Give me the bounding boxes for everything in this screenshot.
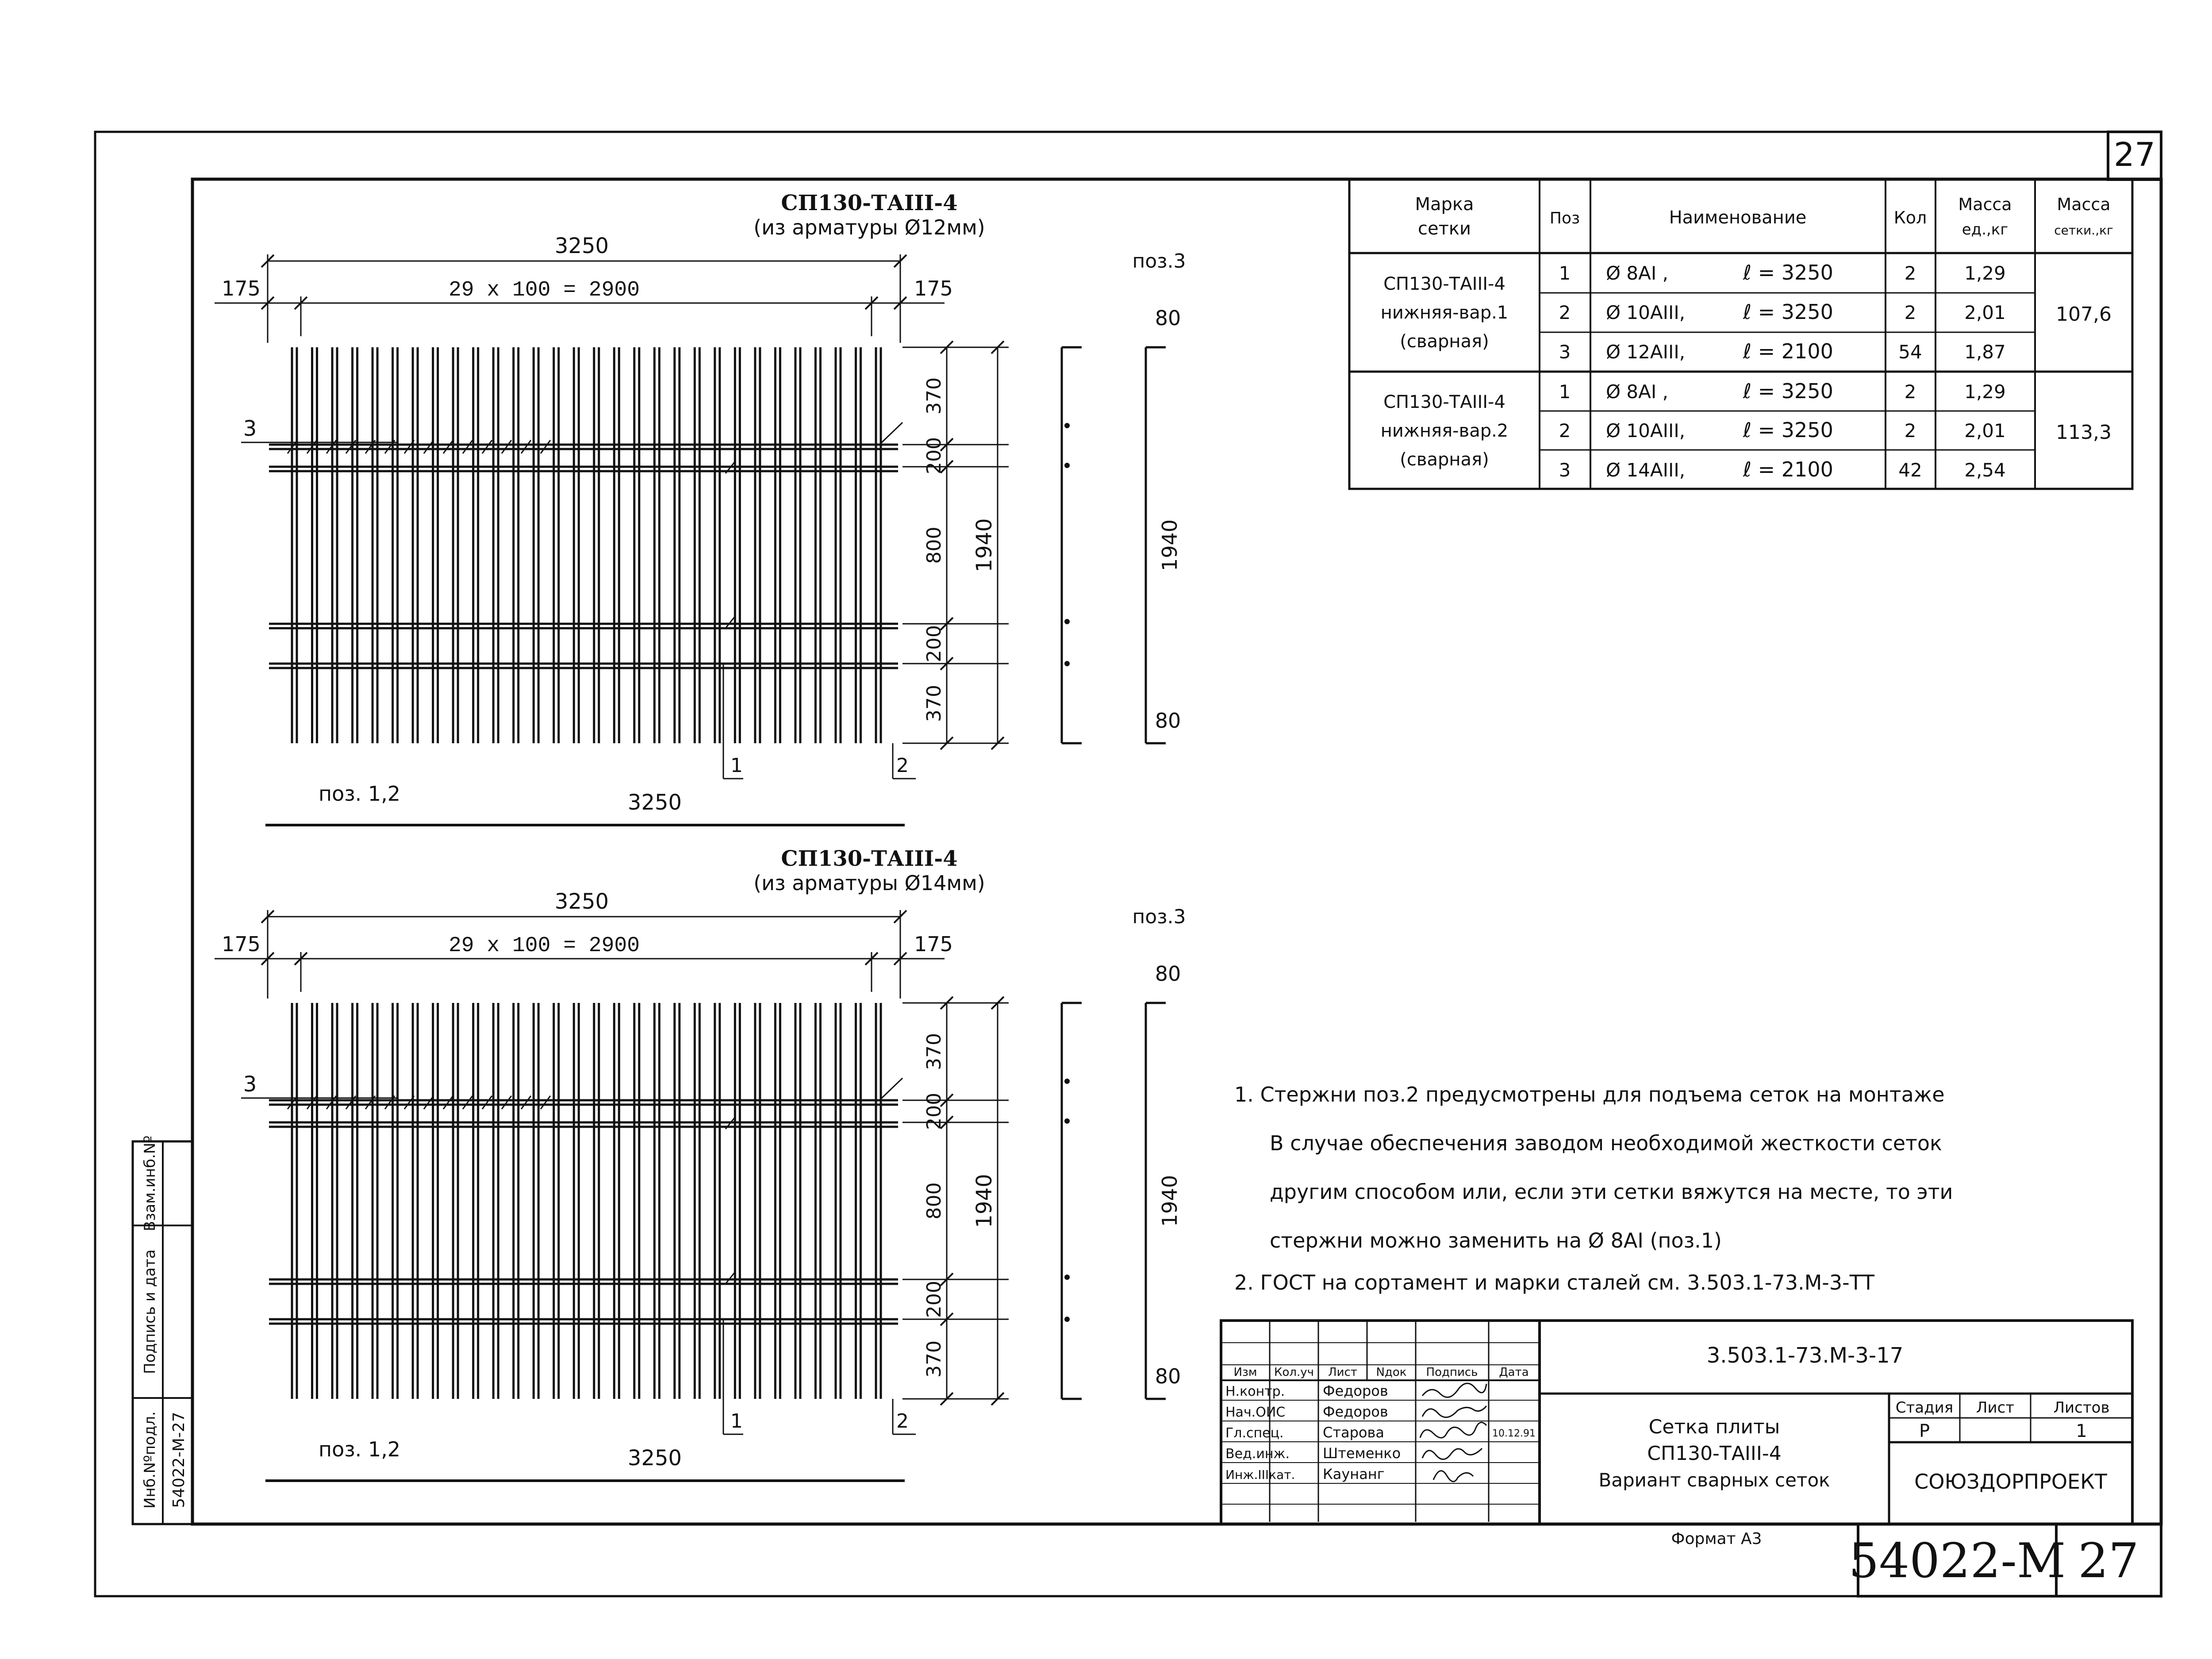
g2-r2-len: ℓ = 3250 [1743,418,1833,442]
mesh-title: СП130-ТАIII-4 [781,191,958,215]
weld-tick [521,1096,531,1109]
side-sign-label: Подпись и дата [141,1249,159,1374]
tb-role-2: Нач.ОИС [1225,1405,1286,1420]
spec-table [1349,179,2132,489]
tb-name-1: Федоров [1323,1382,1388,1399]
pos3-top: 80 [1155,962,1181,986]
g2-r3-len: ℓ = 2100 [1743,457,1833,481]
g1-r2-mass: 2,01 [1964,302,2006,323]
pos3-bottom: 80 [1155,709,1181,733]
mark-3-leader [880,422,902,444]
th-mark-2: сетки [1417,219,1471,239]
pos12-label: поз. 1,2 [319,782,401,806]
pos3-top: 80 [1155,306,1181,330]
pos12-length: 3250 [627,1446,682,1471]
dim-spacing: 29 х 100 = 2900 [448,278,640,302]
dim-vertical: 800 [923,1182,945,1220]
th-qty: Кол [1893,208,1927,227]
tb-name-4: Штеменко [1323,1445,1401,1462]
dim-edge-right: 175 [914,932,953,956]
g1-r2-pos: 2 [1559,302,1571,323]
note-1-cont-c: стержни можно заменить на Ø 8АI (поз.1) [1270,1229,1722,1252]
outer-frame [95,132,2161,1596]
pos3-bottom: 80 [1155,1364,1181,1388]
g2-r3-pos: 3 [1559,459,1571,481]
side-inv-label: Инб.Nºподл. [141,1411,159,1509]
mark-3-label: 3 [243,416,257,441]
g2-r1-pos: 1 [1559,381,1571,403]
th-name: Наименование [1669,207,1807,228]
tb-role-1: Н.контр. [1225,1384,1285,1399]
th-mass-unit-2: ед.,кг [1962,221,2008,238]
note-1-cont-b: другим способом или, если эти сетки вяжутся на месте, то эти [1270,1180,1953,1204]
dim-vertical: 800 [923,526,945,564]
dim-spacing: 29 х 100 = 2900 [448,934,640,958]
g1-r2-len: ℓ = 3250 [1743,300,1833,324]
pos3-dot [1064,423,1070,428]
dim-edge-left: 175 [222,276,261,300]
top-page-number: 27 [2113,136,2156,174]
signature-5 [1433,1471,1473,1482]
mesh-drawing-d12 [215,191,1186,825]
g1-r3-mass: 1,87 [1964,341,2006,363]
th-mass-unit-1: Масса [1958,195,2012,214]
signature-3 [1420,1422,1486,1438]
tb-title-1: Сетка плиты [1648,1416,1780,1438]
g1-r3-len: ℓ = 2100 [1743,339,1833,363]
tb-col-sign: Подпись [1426,1366,1478,1379]
weld-tick [463,440,472,453]
tb-col-date: Дата [1499,1366,1529,1379]
weld-tick [463,1096,472,1109]
section-mark-1: 1 [730,754,743,777]
tb-date-3: 10.12.91 [1492,1428,1536,1439]
pos3-dot [1064,463,1070,468]
section-mark-2: 2 [896,754,909,777]
g2-mark-1: СП130-ТАIII-4 [1383,392,1505,412]
weld-tick [482,1096,492,1109]
dim-vertical: 200 [923,437,945,474]
g1-mark-1: СП130-ТАIII-4 [1383,274,1505,294]
g2-r3-qty: 42 [1898,459,1922,481]
pos3-dot [1064,619,1070,624]
title-block [1221,1321,2161,1596]
pos3-dot [1064,1079,1070,1084]
tb-album-code: 54022-М [1848,1533,2066,1589]
tb-stage-label: Стадия [1895,1399,1954,1417]
signature-4 [1422,1448,1482,1459]
note-1: 1. Стержни поз.2 предусмотрены для подъема сеток на монтаже [1234,1083,1945,1106]
dim-vertical: 200 [923,1093,945,1130]
weld-tick [502,1096,511,1109]
dim-vertical: 370 [923,377,945,415]
g2-r1-mass: 1,29 [1964,381,2006,403]
dim-vertical: 200 [923,625,945,662]
g2-r2-diam: Ø 10АIII, [1606,420,1686,442]
weld-tick [502,440,511,453]
tb-doc-code: 3.503.1-73.М-3-17 [1706,1343,1904,1368]
th-pos: Поз [1549,209,1580,227]
mesh-title: СП130-ТАIII-4 [781,846,958,871]
mesh-subtitle: (из арматуры Ø12мм) [753,215,985,239]
weld-tick [443,1096,453,1109]
pos3-dot [1064,661,1070,666]
tb-name-5: Каунанг [1323,1466,1385,1482]
tb-name-3: Старова [1323,1424,1384,1441]
g1-r1-mass: 1,29 [1964,262,2006,284]
g1-r3-qty: 54 [1898,341,1922,363]
side-replace-label: Взам.инб.Nº [141,1135,159,1232]
dim-total-top: 3250 [554,889,609,914]
tb-role-4: Вед.инж. [1225,1446,1290,1462]
pos12-length: 3250 [627,790,682,815]
dim-edge-left: 175 [222,932,261,956]
dim-total-height: 1940 [972,1174,997,1228]
mark-3-leader [880,1078,902,1099]
dim-total-height: 1940 [972,518,997,572]
pos3-label: поз.3 [1132,250,1186,273]
tb-col-izm: Изм [1233,1366,1257,1379]
mesh-drawing-d14 [215,846,1186,1481]
dim-vertical: 370 [923,1033,945,1070]
dim-vertical: 370 [923,685,945,722]
pos3-height: 1940 [1158,519,1182,572]
side-inv-value: 54022-М-27 [170,1412,188,1508]
tb-role-3: Гл.спец. [1225,1425,1284,1441]
tb-title-3: Вариант сварных сеток [1598,1469,1830,1491]
dim-total-top: 3250 [554,234,609,258]
g2-r2-qty: 2 [1904,420,1916,442]
g1-r3-pos: 3 [1559,341,1571,363]
g1-r2-diam: Ø 10АIII, [1606,302,1686,323]
g2-r3-mass: 2,54 [1964,459,2006,481]
pos3-dot [1064,1275,1070,1280]
dim-vertical: 200 [923,1281,945,1318]
tb-sheet-label: Лист [1976,1399,2015,1417]
tb-stage: Р [1919,1421,1930,1441]
weld-tick [521,440,531,453]
tb-col-ndok: Nдок [1376,1366,1407,1379]
weld-tick [482,440,492,453]
g2-mark-2: нижняя-вар.2 [1380,421,1509,441]
g1-r1-qty: 2 [1904,262,1916,284]
signature-2 [1422,1406,1486,1417]
section-mark-2: 2 [896,1410,909,1432]
th-mass-mesh-2: сетки.,кг [2054,223,2113,238]
tb-organization: СОЮЗДОРПРОЕКТ [1914,1470,2107,1494]
pos3-dot [1064,1317,1070,1322]
g1-mass-mesh: 107,6 [2056,303,2112,326]
g1-r3-diam: Ø 12АIII, [1606,341,1686,363]
g1-r1-len: ℓ = 3250 [1743,261,1833,284]
th-mass-mesh-1: Масса [2057,195,2111,214]
tb-col-koluch: Кол.уч [1274,1366,1314,1379]
signature-1 [1422,1383,1486,1397]
tb-role-5: Инж.IIIкат. [1225,1467,1295,1482]
note-2: 2. ГОСТ на сортамент и марки сталей см. 3.503.1-73.М-3-ТТ [1234,1271,1874,1294]
section-mark-1: 1 [730,1410,743,1432]
weld-tick [443,440,453,453]
g1-r1-diam: Ø 8АI , [1606,262,1668,284]
pos3-label: поз.3 [1132,906,1186,928]
weld-tick [541,1096,550,1109]
g2-mark-3: (сварная) [1400,449,1489,470]
dim-edge-right: 175 [914,276,953,300]
tb-sheets-label: Листов [2053,1399,2110,1417]
note-1-cont-a: В случае обеспечения заводом необходимой жесткости сеток [1270,1131,1942,1155]
g2-r1-qty: 2 [1904,381,1916,403]
tb-page-number: 27 [2078,1533,2139,1589]
g2-mass-mesh: 113,3 [2056,421,2112,444]
g1-r1-pos: 1 [1559,262,1571,284]
g1-r2-qty: 2 [1904,302,1916,323]
tb-format: Формат А3 [1671,1530,1762,1548]
notes [1234,1083,1953,1294]
pos12-label: поз. 1,2 [319,1437,401,1461]
inner-frame [192,179,2161,1524]
mesh-subtitle: (из арматуры Ø14мм) [753,871,985,895]
tb-title-2: СП130-ТАIII-4 [1647,1442,1782,1465]
dim-vertical: 370 [923,1340,945,1378]
g2-r2-mass: 2,01 [1964,420,2006,442]
g1-mark-3: (сварная) [1400,331,1489,352]
th-mark-1: Марка [1415,194,1474,215]
pos3-dot [1064,1118,1070,1124]
mark-3-label: 3 [243,1072,257,1097]
tb-sheets: 1 [2076,1421,2087,1441]
pos3-height: 1940 [1158,1175,1182,1227]
side-stamp [133,1136,192,1524]
g2-r3-diam: Ø 14АIII, [1606,459,1686,481]
weld-tick [541,440,550,453]
tb-col-list: Лист [1328,1366,1357,1379]
tb-name-2: Федоров [1323,1403,1388,1420]
g2-r1-diam: Ø 8АI , [1606,381,1668,403]
g2-r2-pos: 2 [1559,420,1571,442]
g1-mark-2: нижняя-вар.1 [1380,303,1509,323]
g2-r1-len: ℓ = 3250 [1743,379,1833,403]
